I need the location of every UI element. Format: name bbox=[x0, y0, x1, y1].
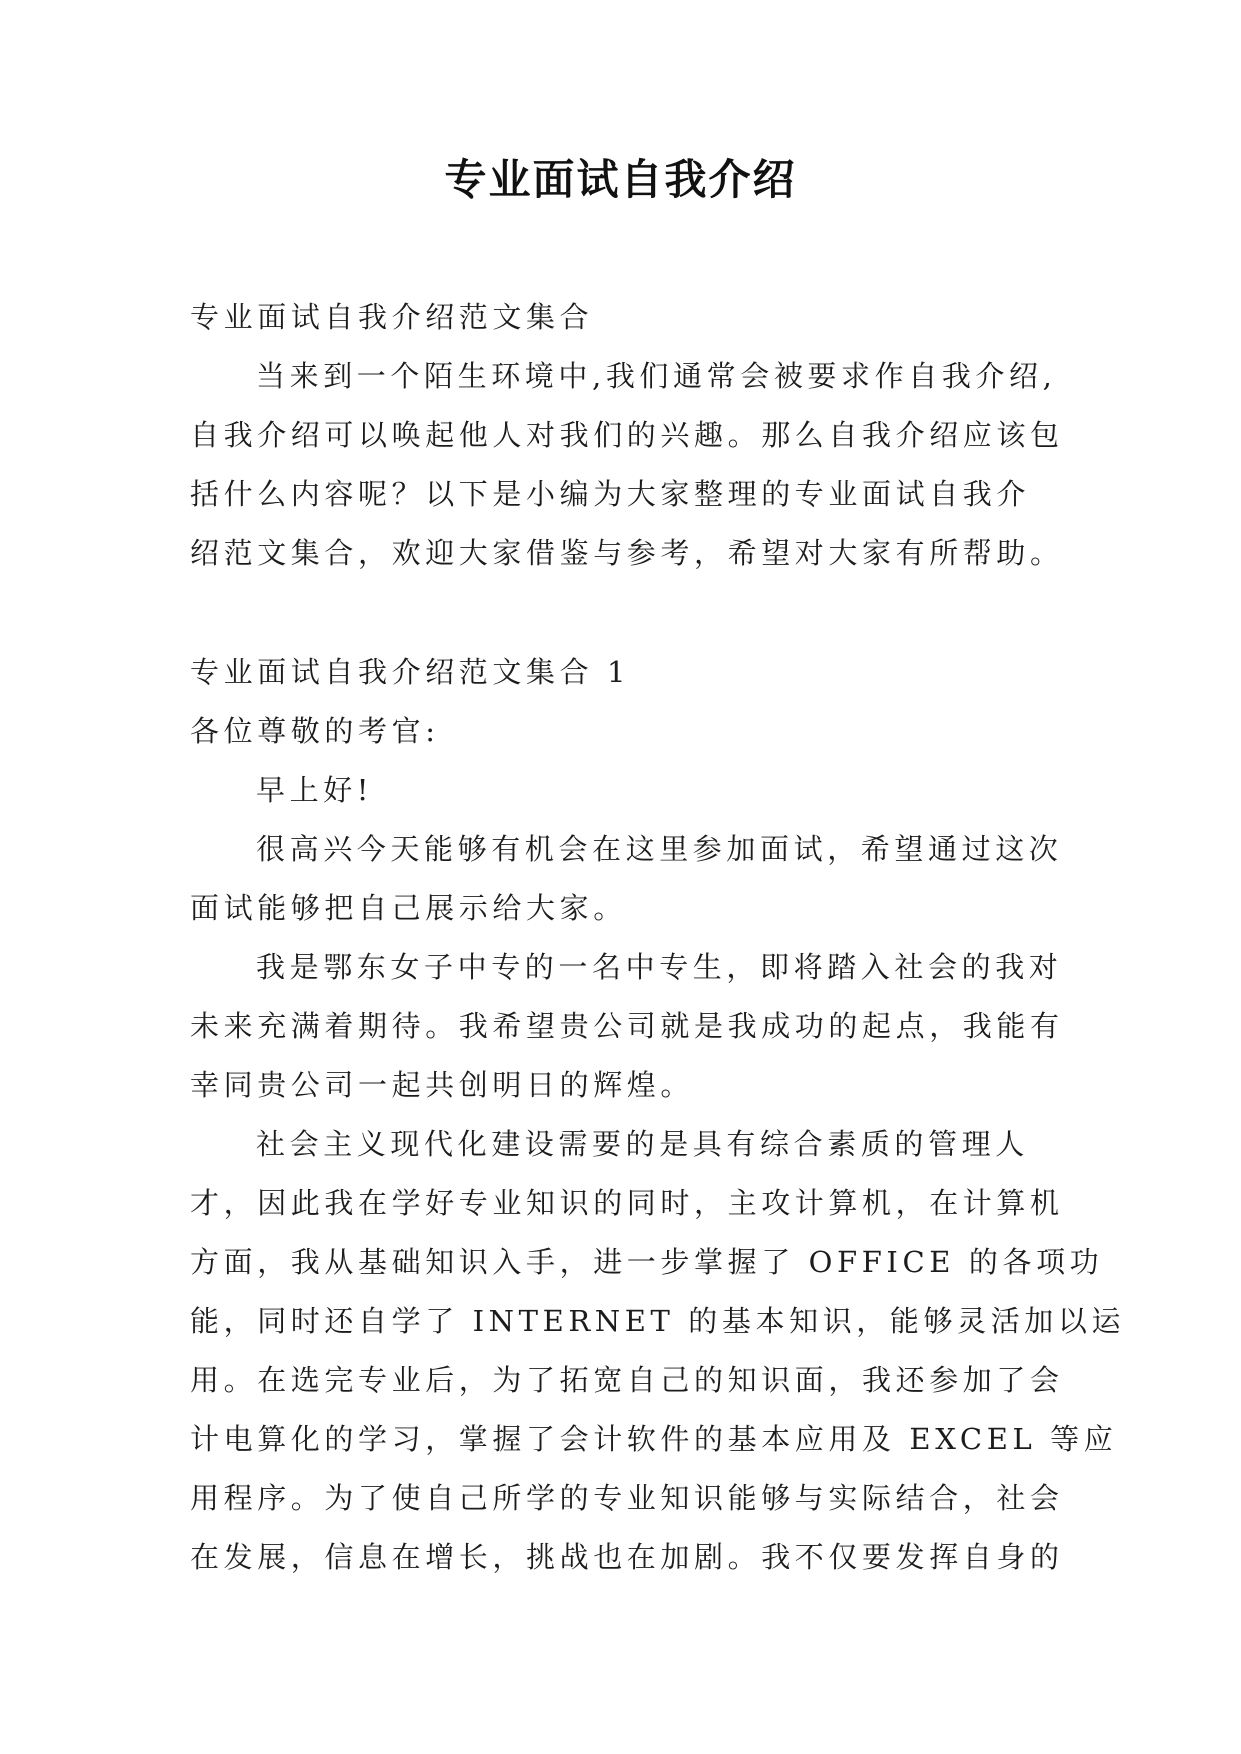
paragraph-line: 面试能够把自己展示给大家。 bbox=[190, 891, 627, 925]
paragraph-line: 幸同贵公司一起共创明日的辉煌。 bbox=[190, 1068, 695, 1102]
paragraph-line: 在发展，信息在增长，挑战也在加剧。我不仅要发挥自身的 bbox=[190, 1540, 1064, 1574]
paragraph-line: 计电算化的学习，掌握了会计软件的基本应用及 EXCEL 等应 bbox=[190, 1422, 1118, 1456]
paragraph-line: 我是鄂东女子中专的一名中专生，即将踏入社会的我对 bbox=[256, 950, 1063, 984]
paragraph-line: 很高兴今天能够有机会在这里参加面试，希望通过这次 bbox=[256, 832, 1063, 866]
paragraph-line: 括什么内容呢？以下是小编为大家整理的专业面试自我介 bbox=[190, 477, 1031, 511]
paragraph-line: 方面，我从基础知识入手，进一步掌握了 OFFICE 的各项功 bbox=[190, 1245, 1104, 1279]
section-heading: 专业面试自我介绍范文集合 1 bbox=[190, 655, 631, 689]
paragraph-line: 用。在选完专业后，为了拓宽自己的知识面，我还参加了会 bbox=[190, 1363, 1064, 1397]
paragraph-line: 未来充满着期待。我希望贵公司就是我成功的起点，我能有 bbox=[190, 1009, 1064, 1043]
paragraph-line: 用程序。为了使自己所学的专业知识能够与实际结合，社会 bbox=[190, 1481, 1064, 1515]
document-body bbox=[190, 288, 1126, 1587]
paragraph-line: 绍范文集合，欢迎大家借鉴与参考，希望对大家有所帮助。 bbox=[190, 536, 1064, 570]
section-heading: 专业面试自我介绍范文集合 bbox=[190, 300, 594, 334]
paragraph-line: 社会主义现代化建设需要的是具有综合素质的管理人 bbox=[256, 1127, 1029, 1161]
paragraph-line: 能，同时还自学了 INTERNET 的基本知识，能够灵活加以运 bbox=[190, 1304, 1126, 1338]
salutation-line: 各位尊敬的考官: bbox=[190, 714, 440, 748]
paragraph-line: 当来到一个陌生环境中,我们通常会被要求作自我介绍, bbox=[256, 359, 1057, 393]
paragraph-line: 才，因此我在学好专业知识的同时，主攻计算机，在计算机 bbox=[190, 1186, 1064, 1220]
paragraph-line: 自我介绍可以唤起他人对我们的兴趣。那么自我介绍应该包 bbox=[190, 418, 1064, 452]
document-title: 专业面试自我介绍 bbox=[444, 155, 797, 204]
greeting-line: 早上好! bbox=[256, 773, 374, 807]
